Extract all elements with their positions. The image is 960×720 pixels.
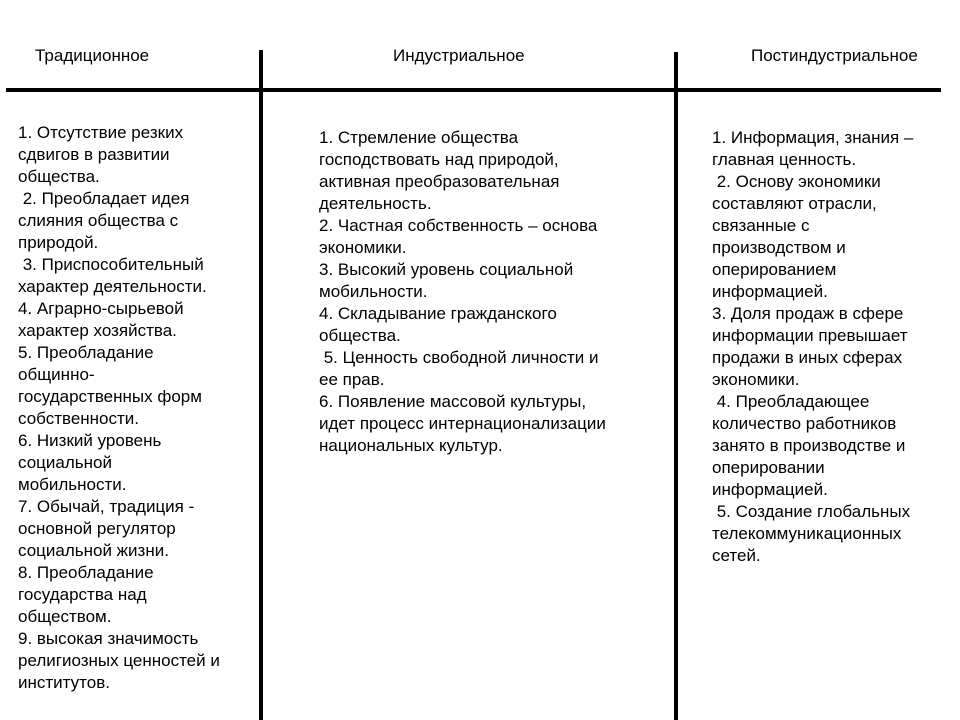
text-line: 6. Низкий уровень xyxy=(18,431,162,450)
text-line: государства над xyxy=(18,585,147,604)
text-line: 1. Информация, знания – xyxy=(712,128,914,147)
header-postindustrial: Постиндустриальное xyxy=(751,46,918,65)
text-line: религиозных ценностей и xyxy=(18,651,220,670)
text-line: природой. xyxy=(18,233,99,252)
text-line: 8. Преобладание xyxy=(18,563,154,582)
text-line: социальной xyxy=(18,453,112,472)
text-line: 4. Преобладающее xyxy=(712,392,870,411)
text-line: 9. высокая значимость xyxy=(18,629,199,648)
text-line: деятельность. xyxy=(319,194,432,213)
text-line: слияния общества с xyxy=(18,211,179,230)
text-line: телекоммуникационных xyxy=(712,524,902,543)
text-line: 7. Обычай, традиция - xyxy=(18,497,195,516)
text-line: собственности. xyxy=(18,409,140,428)
text-line: экономики. xyxy=(712,370,800,389)
text-line: главная ценность. xyxy=(712,150,857,169)
text-line: производством и xyxy=(712,238,846,257)
column-traditional xyxy=(18,122,253,694)
text-line: сдвигов в развитии xyxy=(18,145,170,164)
text-line: 2. Преобладает идея xyxy=(18,189,190,208)
text-line: составляют отрасли, xyxy=(712,194,877,213)
text-line: общества. xyxy=(319,326,401,345)
text-line: 5. Создание глобальных xyxy=(712,502,911,521)
text-line: 1. Стремление общества xyxy=(319,128,519,147)
text-line: сетей. xyxy=(712,546,761,565)
text-line: характер деятельности. xyxy=(18,277,207,296)
text-line: 3. Доля продаж в сфере xyxy=(712,304,904,323)
text-line: 4. Аграрно-сырьевой xyxy=(18,299,184,318)
text-line: количество работников xyxy=(712,414,897,433)
text-line: 4. Складывание гражданского xyxy=(319,304,557,323)
text-line: государственных форм xyxy=(18,387,202,406)
text-line: основной регулятор xyxy=(18,519,176,538)
header-industrial: Индустриальное xyxy=(393,46,525,65)
header-divider-line xyxy=(6,88,941,92)
text-line: занято в производстве и xyxy=(712,436,906,455)
text-line: 6. Появление массовой культуры, xyxy=(319,392,587,411)
column-industrial xyxy=(319,127,664,457)
text-line: ее прав. xyxy=(319,370,385,389)
text-line: связанные с xyxy=(712,216,810,235)
text-line: 5. Преобладание xyxy=(18,343,154,362)
text-line: господствовать над природой, xyxy=(319,150,559,169)
text-line: оперированием xyxy=(712,260,837,279)
text-line: экономики. xyxy=(319,238,407,257)
column-divider-2 xyxy=(674,52,678,720)
text-line: информацией. xyxy=(712,480,828,499)
text-line: характер хозяйства. xyxy=(18,321,177,340)
text-line: общинно- xyxy=(18,365,95,384)
text-line: 2. Основу экономики xyxy=(712,172,881,191)
text-line: оперировании xyxy=(712,458,825,477)
text-line: институтов. xyxy=(18,673,110,692)
text-line: мобильности. xyxy=(319,282,428,301)
text-line: национальных культур. xyxy=(319,436,503,455)
text-line: мобильности. xyxy=(18,475,127,494)
text-line: активная преобразовательная xyxy=(319,172,560,191)
text-line: 5. Ценность свободной личности и xyxy=(319,348,599,367)
text-line: информацией. xyxy=(712,282,828,301)
text-line: 1. Отсутствие резких xyxy=(18,123,184,142)
column-divider-1 xyxy=(259,50,263,720)
text-line: идет процесс интернационализации xyxy=(319,414,606,433)
text-line: 2. Частная собственность – основа xyxy=(319,216,598,235)
text-line: социальной жизни. xyxy=(18,541,169,560)
header-traditional: Традиционное xyxy=(35,46,150,65)
text-line: 3. Приспособительный xyxy=(18,255,204,274)
text-line: общества. xyxy=(18,167,100,186)
text-line: 3. Высокий уровень социальной xyxy=(319,260,574,279)
text-line: продажи в иных сферах xyxy=(712,348,903,367)
text-line: обществом. xyxy=(18,607,112,626)
column-postindustrial xyxy=(712,127,950,567)
text-line: информации превышает xyxy=(712,326,908,345)
